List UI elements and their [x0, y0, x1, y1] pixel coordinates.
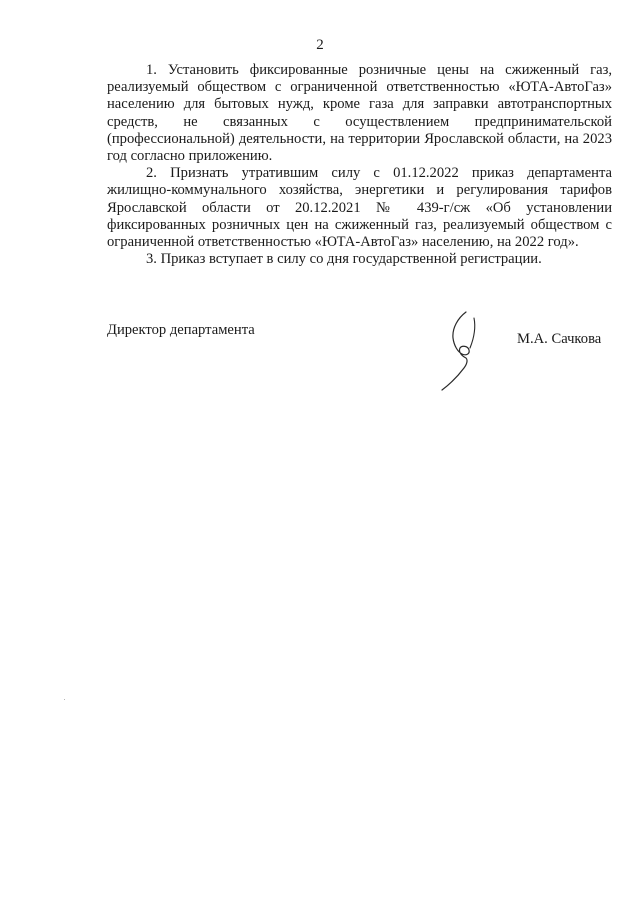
handwritten-signature-icon [436, 308, 492, 394]
scan-artifact [64, 699, 65, 700]
order-paragraph-1: 1. Установить фиксированные розничные цены на сжиженный газ, реализуемый обществом с ограниченной ответственностью «ЮТА-АвтоГаз» населению для бытовых нужд, кроме газа для заправки автотранспортных средств, не связанных с осуществлением предпринимательской (профессиональной) деятельности, на территории Ярославской области, на 2023 год согласно приложению. [107, 62, 612, 165]
order-body [107, 62, 612, 268]
signatory-name: М.А. Сачкова [517, 331, 602, 347]
order-paragraph-2: 2. Признать утратившим силу с 01.12.2022 приказ департамента жилищно-коммунального хозяйства, энергетики и регулирования тарифов Ярославской области от 20.12.2021 № 439-г/сж «Об установлении фиксированных розничных цен на сжиженный газ, реализуемый обществом с ограниченной ответственностью «ЮТА-АвтоГаз» населению, на 2022 год». [107, 165, 612, 251]
page-number: 2 [316, 37, 324, 53]
signatory-position: Директор департамента [107, 322, 255, 338]
order-paragraph-3: 3. Приказ вступает в силу со дня государственной регистрации. [146, 251, 542, 268]
